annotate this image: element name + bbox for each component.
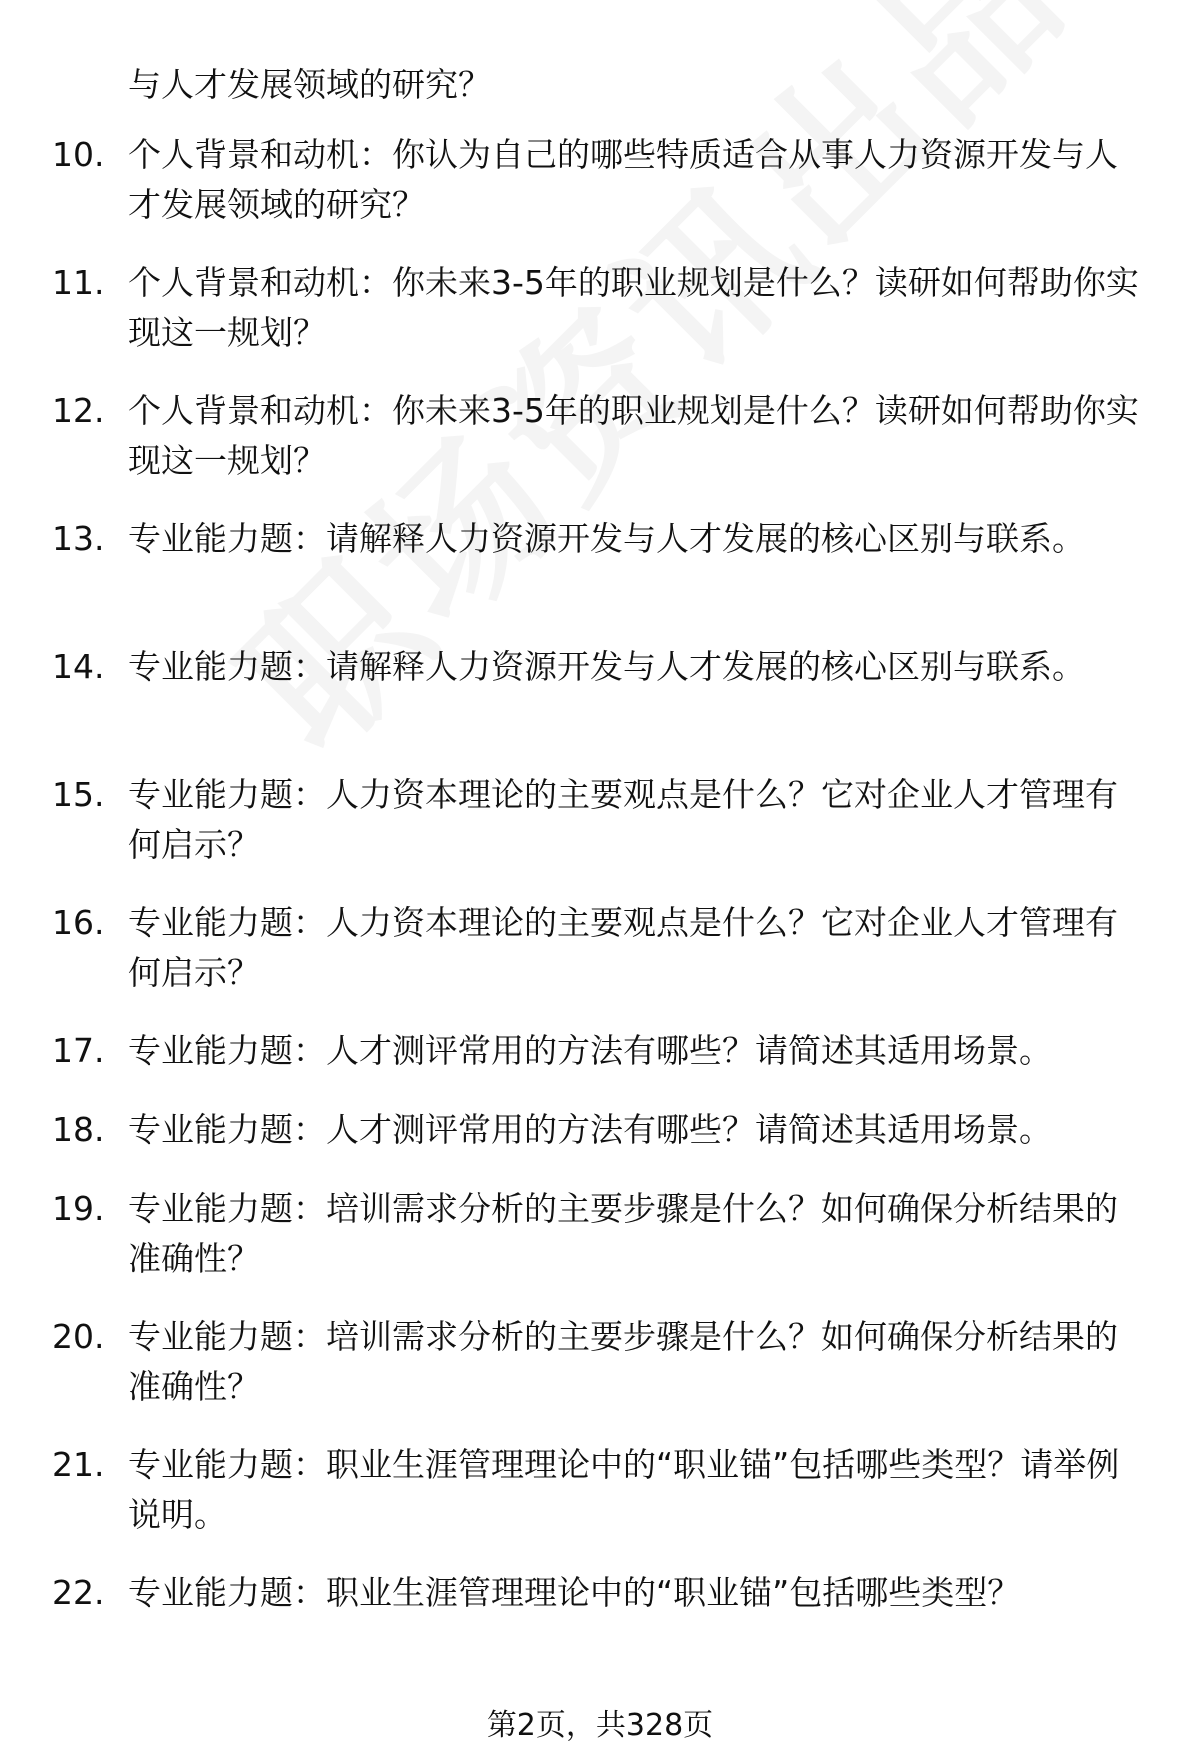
question-item: [0, 130, 1200, 258]
question-list: [0, 130, 1200, 1647]
question-number: 17.: [52, 1031, 105, 1070]
question-text: 个人背景和动机：你未来3-5年的职业规划是什么？读研如何帮助你实现这一规划？: [128, 391, 1139, 480]
question-number: 18.: [52, 1110, 105, 1149]
question-number: 16.: [52, 903, 105, 942]
page-footer: 第2页，共328页: [486, 1708, 714, 1743]
question-item: [0, 642, 1200, 770]
question-item: [0, 386, 1200, 514]
question-text: 专业能力题：职业生涯管理理论中的“职业锚”包括哪些类型？请举例说明。: [128, 1445, 1120, 1534]
question-number: 12.: [52, 391, 105, 430]
question-text: 个人背景和动机：你未来3-5年的职业规划是什么？读研如何帮助你实现这一规划？: [128, 263, 1139, 352]
question-item: [0, 770, 1200, 898]
question-item: [0, 1312, 1200, 1440]
question-item: [0, 1440, 1200, 1568]
question-text: 个人背景和动机：你认为自己的哪些特质适合从事人力资源开发与人才发展领域的研究？: [128, 135, 1118, 224]
question-number: 22.: [52, 1573, 105, 1612]
question-number: 11.: [52, 263, 105, 302]
question-item: [0, 1105, 1200, 1184]
question-item: [0, 1568, 1200, 1647]
question-text: 专业能力题：请解释人力资源开发与人才发展的核心区别与联系。: [128, 519, 1085, 558]
question-item: [0, 1026, 1200, 1105]
question-text: 专业能力题：人力资本理论的主要观点是什么？它对企业人才管理有何启示？: [128, 775, 1118, 864]
question-text: 专业能力题：人才测评常用的方法有哪些？请简述其适用场景。: [128, 1031, 1052, 1070]
question-number: 13.: [52, 519, 105, 558]
question-text: 专业能力题：培训需求分析的主要步骤是什么？如何确保分析结果的准确性？: [128, 1189, 1118, 1278]
question-number: 20.: [52, 1317, 105, 1356]
question-text: 专业能力题：培训需求分析的主要步骤是什么？如何确保分析结果的准确性？: [128, 1317, 1118, 1406]
question-number: 19.: [52, 1189, 105, 1228]
question-number: 14.: [52, 647, 105, 686]
question-item: [0, 258, 1200, 386]
question-item: [0, 1184, 1200, 1312]
continuation-text: 与人才发展领域的研究？: [128, 65, 491, 104]
question-number: 10.: [52, 135, 105, 174]
question-number: 15.: [52, 775, 105, 814]
question-number: 21.: [52, 1445, 105, 1484]
question-text: 专业能力题：人才测评常用的方法有哪些？请简述其适用场景。: [128, 1110, 1052, 1149]
question-text: 专业能力题：职业生涯管理理论中的“职业锚”包括哪些类型？: [128, 1573, 1021, 1612]
question-text: 专业能力题：人力资本理论的主要观点是什么？它对企业人才管理有何启示？: [128, 903, 1118, 992]
question-item: [0, 898, 1200, 1026]
question-item: [0, 514, 1200, 642]
question-text: 专业能力题：请解释人力资源开发与人才发展的核心区别与联系。: [128, 647, 1085, 686]
